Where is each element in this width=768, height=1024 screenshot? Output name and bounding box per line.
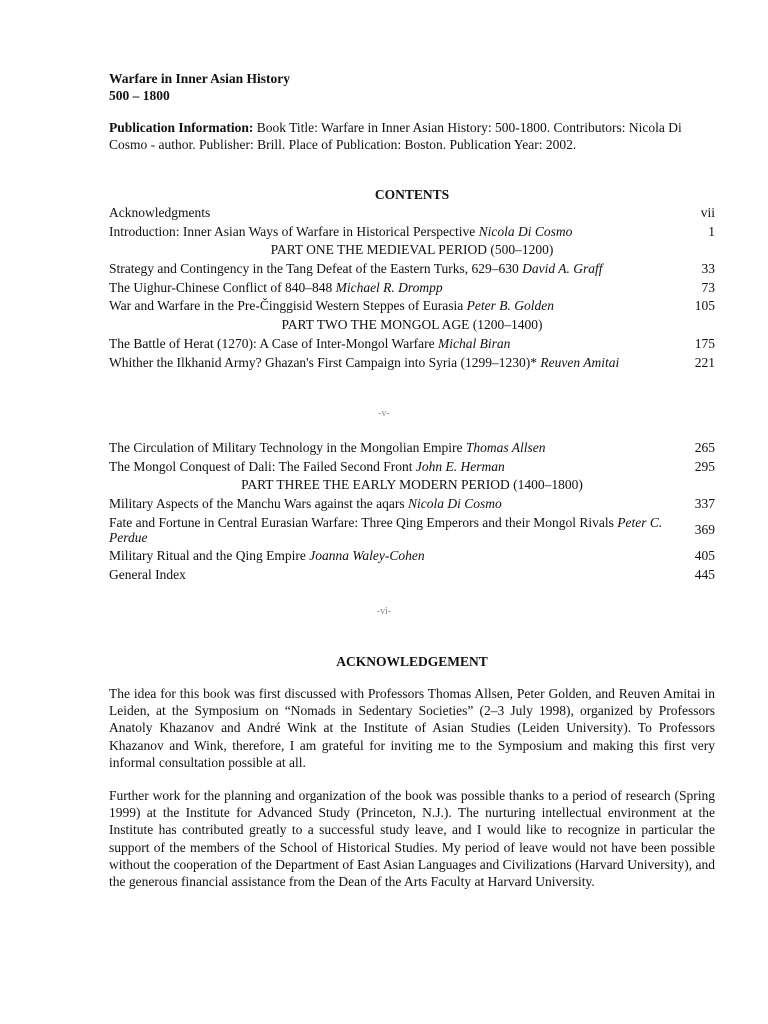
- toc-entry-page: vii: [700, 205, 715, 220]
- toc-entry-title: The Circulation of Military Technology in the Mongolian Empire: [109, 440, 463, 455]
- toc-entry-author: Michal Biran: [438, 335, 511, 351]
- toc-entry-page: 1: [708, 223, 715, 239]
- toc-entry-title: Acknowledgments: [109, 205, 211, 220]
- toc-entry-title: The Mongol Conquest of Dali: The Failed Second Front: [109, 458, 413, 474]
- toc-entry: [109, 548, 715, 563]
- acknowledgement-paragraph: Further work for the planning and organization of the book was possible thanks to a period of research (Spring 1999) at the Institute for Advanced Study (Princeton, N.J.). The nurturing intellectual environment at the Institute has contributed greatly to a successful study leave, and I would like to recognize in particular the support of the members of the School of Historical Studies. My period of leave would not have been possible without the cooperation of the Department of East Asian Languages and Civilizations (Harvard University), and the generous financial assistance from the Dean of the Arts Faculty at Harvard University.: [109, 788, 715, 890]
- toc-entry: [109, 567, 715, 582]
- toc-entry-author: John E. Herman: [415, 458, 505, 474]
- toc-entry-title: Introduction: Inner Asian Ways of Warfare in Historical Perspective: [109, 223, 476, 239]
- toc-entry-page: 175: [694, 335, 715, 351]
- toc-entry: [109, 336, 715, 351]
- toc-entry-title: The Battle of Herat (1270): A Case of Inter-Mongol Warfare: [109, 335, 435, 351]
- part-heading: PART THREE THE EARLY MODERN PERIOD (1400–1800): [241, 477, 583, 493]
- publication-label: Publication Information:: [109, 120, 254, 135]
- toc-entry: [109, 440, 715, 455]
- page-number-marker: -vi-: [376, 606, 392, 617]
- acknowledgement-heading: ACKNOWLEDGEMENT: [336, 654, 488, 669]
- toc-entry-page: 265: [694, 440, 715, 455]
- toc-entry-text: [109, 298, 685, 313]
- book-title: Warfare in Inner Asian History: [109, 71, 291, 86]
- toc-entry-text: [109, 459, 685, 474]
- part-heading: PART ONE THE MEDIEVAL PERIOD (500–1200): [270, 242, 554, 258]
- toc-entry-page: 105: [694, 298, 715, 314]
- part-heading: PART TWO THE MONGOL AGE (1200–1400): [281, 317, 543, 333]
- toc-entry-page: 405: [694, 548, 715, 564]
- toc-entry-title: General Index: [109, 567, 186, 583]
- toc-entry-title: Military Ritual and the Qing Empire: [109, 548, 306, 564]
- toc-entry: [109, 459, 715, 474]
- toc-entry-author: Nicola Di Cosmo: [407, 496, 502, 512]
- toc-entry: [109, 355, 715, 370]
- toc-entry: [109, 298, 715, 313]
- toc-entry-title: Military Aspects of the Manchu Wars against the aqars: [109, 496, 405, 512]
- table-of-contents-part-2: [109, 440, 715, 586]
- toc-entry-author: Michael R. Drompp: [335, 279, 443, 295]
- book-title-block: [109, 70, 715, 104]
- book-dates: 500 – 1800: [109, 88, 170, 103]
- toc-entry: [109, 496, 715, 511]
- contents-heading: CONTENTS: [374, 187, 450, 202]
- toc-entry-author: Peter B. Golden: [466, 298, 554, 314]
- toc-entry-text: [109, 496, 685, 511]
- toc-entry-text: [109, 336, 685, 351]
- toc-entry: [109, 261, 715, 276]
- toc-entry-title: Strategy and Contingency in the Tang Defeat of the Eastern Turks, 629–630: [109, 261, 519, 277]
- toc-entry-page: 295: [694, 458, 715, 474]
- toc-entry-text: [109, 515, 685, 545]
- toc-entry-page: 445: [694, 567, 715, 583]
- toc-entry: [109, 224, 715, 239]
- toc-entry-author: Peter C. Perdue: [109, 514, 663, 545]
- toc-entry-text: [109, 280, 685, 295]
- toc-entry-text: [109, 567, 685, 582]
- toc-entry-author: Thomas Allsen: [465, 440, 546, 455]
- toc-entry-text: [109, 224, 685, 239]
- toc-entry-author: Nicola Di Cosmo: [478, 223, 573, 239]
- toc-entry: [109, 515, 715, 545]
- toc-entry-text: [109, 261, 685, 276]
- page-number-marker: -v-: [378, 408, 390, 419]
- toc-entry-title: Fate and Fortune in Central Eurasian Warfare: Three Qing Emperors and their Mongol Rivals: [109, 514, 614, 530]
- toc-entry: [109, 205, 715, 220]
- toc-entry-text: [109, 440, 685, 455]
- toc-entry-page: 337: [694, 496, 715, 512]
- toc-entry-author: Joanna Waley-Cohen: [309, 548, 425, 564]
- toc-entry-title: The Uighur-Chinese Conflict of 840–848: [109, 279, 333, 295]
- toc-entry-title: Whither the Ilkhanid Army? Ghazan's First Campaign into Syria (1299–1230)*: [109, 354, 537, 370]
- toc-entry-text: [109, 355, 685, 370]
- toc-entry-author: David A. Graff: [522, 261, 603, 277]
- toc-entry-page: 73: [701, 279, 715, 295]
- toc-entry: [109, 280, 715, 295]
- toc-entry-page: 33: [701, 261, 715, 277]
- toc-entry-text: [109, 205, 685, 220]
- toc-entry-title: War and Warfare in the Pre-Činggisid Western Steppes of Eurasia: [109, 298, 464, 314]
- toc-entry-page: 221: [694, 354, 715, 370]
- publication-information: [109, 120, 715, 153]
- toc-entry-text: [109, 548, 685, 563]
- acknowledgement-paragraph: The idea for this book was first discussed with Professors Thomas Allsen, Peter Golden, and Reuven Amitai in Leiden, at the Symposium on “Nomads in Sedentary Societies” (2–3 July 1998), organized by Professors Anatoly Khazanov and André Wink at the Institute of Asian Studies (Leiden University). To Professors Khazanov and Wink, therefore, I am grateful for inviting me to the Symposium and making this first very informal consultation possible at all.: [109, 686, 715, 770]
- table-of-contents-part-1: [109, 205, 715, 373]
- toc-entry-page: 369: [694, 522, 715, 538]
- toc-entry-author: Reuven Amitai: [540, 354, 620, 370]
- publication-text: Book Title: Warfare in Inner Asian History: 500-1800. Contributors: Nicola Di Cosmo - author. Publisher: Brill. Place of Publication: Boston. Publication Year: 2002.: [109, 120, 682, 152]
